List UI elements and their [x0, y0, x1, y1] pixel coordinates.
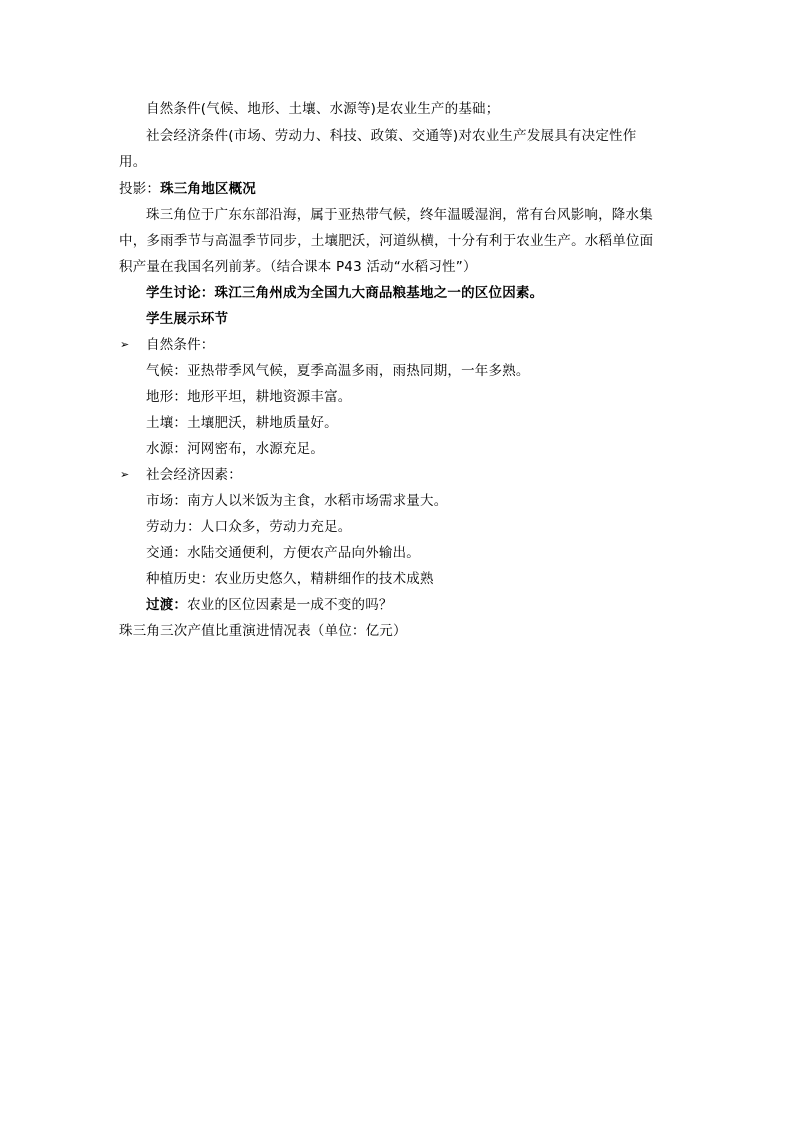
list-item-market: 市场：南方人以米饭为主食，水稻市场需求量大。 [146, 493, 448, 509]
projection-title: 珠三角地区概况 [160, 181, 257, 197]
arrow-bullet-icon: ➢ [120, 468, 130, 481]
paragraph-social-conditions: 社会经济条件(市场、劳动力、科技、政策、交通等)对农业生产发展具有决定性作 [146, 128, 637, 144]
intro-paragraph-line: 积产量在我国名列前茅。（结合课本 P43 活动“水稻习性”） [119, 259, 477, 275]
social-factors-heading: 社会经济因素： [146, 467, 242, 483]
transition-line [146, 596, 393, 614]
student-discussion: 学生讨论：珠江三角州成为全国九大商品粮基地之一的区位因素。 [146, 285, 544, 301]
list-item-history: 种植历史：农业历史悠久，精耕细作的技术成熟 [146, 571, 434, 587]
intro-paragraph-line: 中，多雨季节与高温季节同步，土壤肥沃，河道纵横，十分有利于农业生产。水稻单位面 [119, 233, 654, 249]
transition-text: 农业的区位因素是一成不变的吗？ [187, 597, 393, 613]
student-showcase-heading: 学生展示环节 [146, 311, 229, 327]
list-item-terrain: 地形：地形平坦，耕地资源丰富。 [146, 389, 352, 405]
list-item-transport: 交通：水陆交通便利，方便农产品向外输出。 [146, 545, 420, 561]
arrow-bullet-icon: ➢ [120, 338, 130, 351]
paragraph-social-conditions-cont: 用。 [119, 154, 147, 170]
paragraph-natural-conditions: 自然条件(气候、地形、土壤、水源等)是农业生产的基础； [146, 101, 500, 117]
list-item-soil: 土壤：土壤肥沃，耕地质量好。 [146, 415, 338, 431]
table-caption: 珠三角三次产值比重演进情况表（单位：亿元） [119, 623, 407, 639]
transition-label: 过渡： [146, 597, 188, 613]
list-item-labor: 劳动力：人口众多，劳动力充足。 [146, 519, 352, 535]
projection-heading [119, 180, 256, 198]
natural-conditions-heading: 自然条件： [146, 337, 215, 353]
intro-paragraph-line: 珠三角位于广东东部沿海，属于亚热带气候，终年温暖湿润，常有台风影响，降水集 [146, 207, 653, 223]
list-item-climate: 气候：亚热带季风气候，夏季高温多雨，雨热同期，一年多熟。 [146, 363, 530, 379]
projection-label: 投影： [119, 181, 161, 197]
list-item-water: 水源：河网密布，水源充足。 [146, 441, 325, 457]
